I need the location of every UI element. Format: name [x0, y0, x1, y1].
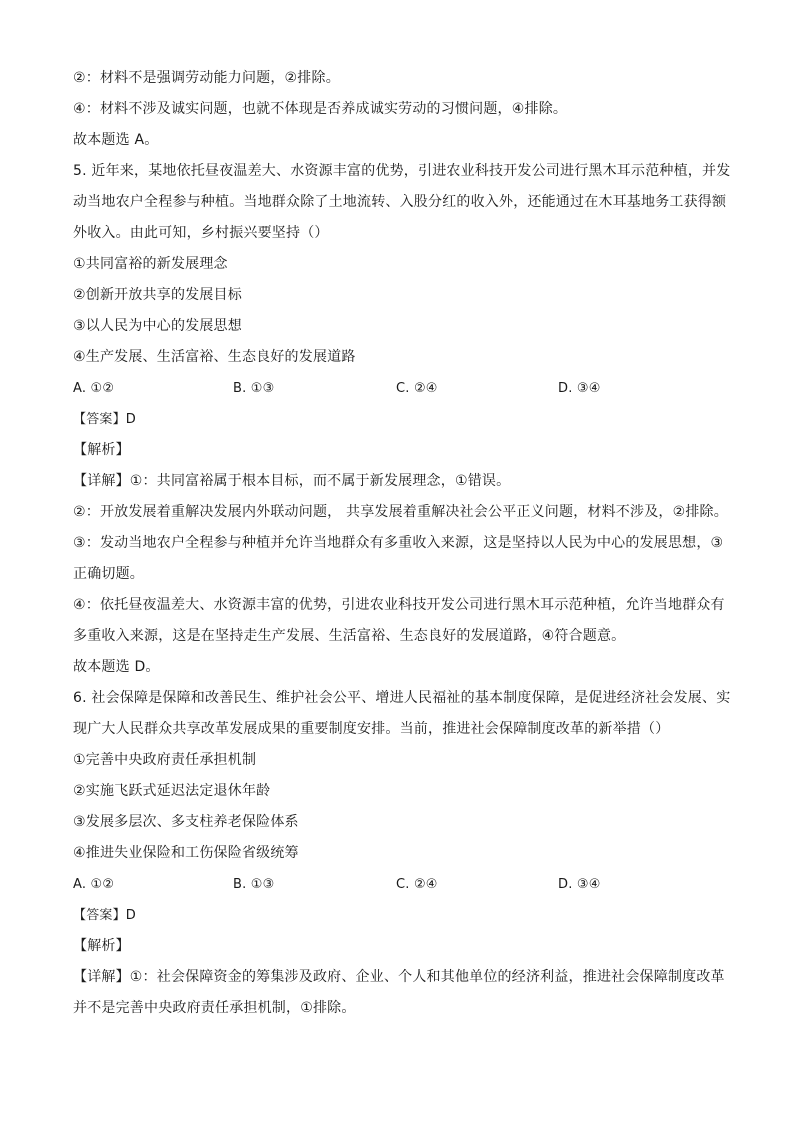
question-5-stem: 外收入。由此可知，乡村振兴要坚持（）	[73, 225, 329, 241]
detail-line: 【详解】①：社会保障资金的筹集涉及政府、企业、个人和其他单位的经济利益，推进社会保障制度改革	[73, 969, 725, 985]
analysis-label: 【解析】	[73, 442, 130, 458]
text-line: ④：材料不涉及诚实问题，也就不体现是否养成诚实劳动的习惯问题，④排除。	[73, 101, 568, 117]
detail-line: ③：发动当地农户全程参与种植并允许当地群众有多重收入来源，这是坚持以人民为中心的发展思想，③	[73, 535, 724, 551]
question-6-stem: 6. 社会保障是保障和改善民生、维护社会公平、增进人民福祉的基本制度保障，是促进经济社会发展、实	[73, 690, 731, 706]
option-c: C. ②④	[396, 381, 438, 396]
detail-line: 正确切题。	[73, 566, 144, 582]
detail-line: ④：依托昼夜温差大、水资源丰富的优势，引进农业科技开发公司进行黑木耳示范种植，允许当地群众有	[73, 597, 725, 613]
question-5-options	[73, 373, 733, 404]
document-page	[73, 63, 733, 1024]
detail-line: 故本题选 D。	[73, 659, 160, 675]
option-b: B. ①③	[233, 877, 275, 892]
detail-line: 多重收入来源，这是在坚持走生产发展、生活富裕、生态良好的发展道路，④符合题意。	[73, 628, 626, 644]
question-6-item: ②实施飞跃式延迟法定退休年龄	[73, 783, 271, 799]
question-6-options	[73, 869, 733, 900]
text-line: 故本题选 A。	[73, 132, 159, 148]
option-d: D. ③④	[558, 877, 601, 892]
question-6-stem: 现广大人民群众共享改革发展成果的重要制度安排。当前，推进社会保障制度改革的新举措（）	[73, 721, 670, 737]
answer-label: 【答案】D	[73, 412, 137, 427]
detail-line: ②：开放发展着重解决发展内外联动问题， 共享发展着重解决社会公平正义问题，材料不涉及，②排除。	[73, 504, 728, 520]
question-5-stem: 5. 近年来，某地依托昼夜温差大、水资源丰富的优势，引进农业科技开发公司进行黑木耳示范种植，并发	[73, 163, 731, 179]
question-6-item: ④推进失业保险和工伤保险省级统筹	[73, 845, 299, 861]
answer-label: 【答案】D	[73, 908, 137, 923]
option-a: A. ①②	[73, 381, 115, 396]
text-line: ②：材料不是强调劳动能力问题，②排除。	[73, 70, 340, 86]
option-c: C. ②④	[396, 877, 438, 892]
option-b: B. ①③	[233, 381, 275, 396]
question-5-stem: 动当地农户全程参与种植。当地群众除了土地流转、入股分红的收入外，还能通过在木耳基地务工获得额	[73, 194, 727, 210]
analysis-label: 【解析】	[73, 938, 130, 954]
question-5-item: ④生产发展、生活富裕、生态良好的发展道路	[73, 349, 356, 365]
detail-line: 【详解】①：共同富裕属于根本目标，而不属于新发展理念，①错误。	[73, 473, 511, 489]
detail-line: 并不是完善中央政府责任承担机制，①排除。	[73, 1000, 356, 1016]
question-5-item: ③以人民为中心的发展思想	[73, 318, 242, 334]
option-a: A. ①②	[73, 877, 115, 892]
question-5-item: ①共同富裕的新发展理念	[73, 256, 228, 272]
option-d: D. ③④	[558, 381, 601, 396]
question-5-item: ②创新开放共享的发展目标	[73, 287, 242, 303]
question-6-item: ①完善中央政府责任承担机制	[73, 752, 257, 768]
question-6-item: ③发展多层次、多支柱养老保险体系	[73, 814, 299, 830]
